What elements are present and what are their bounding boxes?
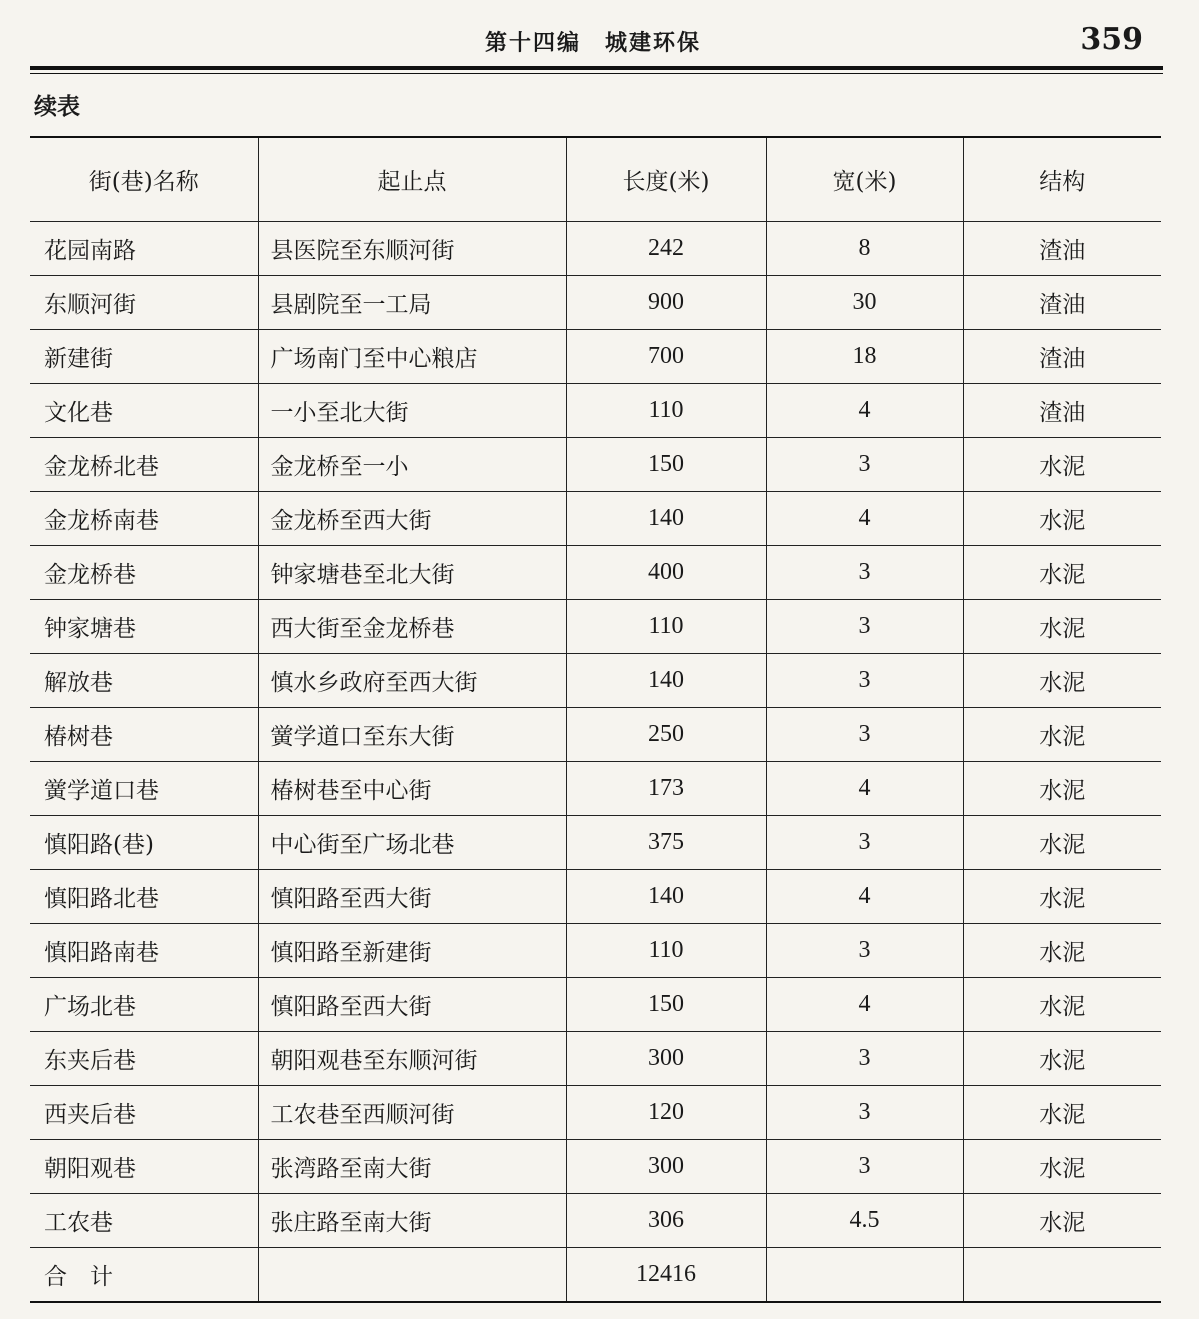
total-width <box>766 1248 963 1303</box>
table-row <box>30 330 1161 384</box>
header-rule-thin <box>30 73 1163 74</box>
cell-material: 渣油 <box>963 330 1161 384</box>
column-header-route: 起止点 <box>258 137 566 222</box>
cell-material: 渣油 <box>963 276 1161 330</box>
cell-length: 110 <box>566 384 766 438</box>
total-row <box>30 1248 1161 1303</box>
cell-width: 3 <box>766 1086 963 1140</box>
cell-length: 300 <box>566 1140 766 1194</box>
cell-name: 慎阳路北巷 <box>30 870 258 924</box>
cell-name: 西夹后巷 <box>30 1086 258 1140</box>
cell-name: 钟家塘巷 <box>30 600 258 654</box>
cell-length: 306 <box>566 1194 766 1248</box>
cell-width: 3 <box>766 1140 963 1194</box>
cell-width: 4 <box>766 978 963 1032</box>
cell-material: 水泥 <box>963 546 1161 600</box>
continuation-label: 续表 <box>34 93 80 120</box>
cell-route: 朝阳观巷至东顺河街 <box>258 1032 566 1086</box>
cell-material: 水泥 <box>963 978 1161 1032</box>
cell-material: 水泥 <box>963 1032 1161 1086</box>
page-header <box>30 22 1165 62</box>
cell-length: 140 <box>566 492 766 546</box>
cell-route: 钟家塘巷至北大街 <box>258 546 566 600</box>
table-row <box>30 762 1161 816</box>
table-row <box>30 600 1161 654</box>
cell-length: 120 <box>566 1086 766 1140</box>
cell-name: 花园南路 <box>30 222 258 276</box>
cell-route: 一小至北大街 <box>258 384 566 438</box>
cell-route: 金龙桥至一小 <box>258 438 566 492</box>
cell-material: 水泥 <box>963 708 1161 762</box>
column-header-width: 宽(米) <box>766 137 963 222</box>
cell-material: 水泥 <box>963 1086 1161 1140</box>
cell-width: 3 <box>766 438 963 492</box>
cell-material: 渣油 <box>963 384 1161 438</box>
cell-length: 150 <box>566 438 766 492</box>
cell-width: 3 <box>766 654 963 708</box>
cell-width: 8 <box>766 222 963 276</box>
cell-width: 30 <box>766 276 963 330</box>
cell-route: 金龙桥至西大街 <box>258 492 566 546</box>
column-header-name: 街(巷)名称 <box>30 137 258 222</box>
cell-width: 3 <box>766 816 963 870</box>
table-row <box>30 384 1161 438</box>
cell-route: 慎阳路至西大街 <box>258 870 566 924</box>
column-header-length: 长度(米) <box>566 137 766 222</box>
cell-width: 3 <box>766 708 963 762</box>
column-header-material: 结构 <box>963 137 1161 222</box>
table-row <box>30 438 1161 492</box>
table-row <box>30 492 1161 546</box>
cell-material: 水泥 <box>963 762 1161 816</box>
total-length: 12416 <box>566 1248 766 1303</box>
cell-width: 4 <box>766 384 963 438</box>
cell-name: 慎阳路(巷) <box>30 816 258 870</box>
cell-name: 广场北巷 <box>30 978 258 1032</box>
cell-material: 水泥 <box>963 816 1161 870</box>
cell-width: 3 <box>766 600 963 654</box>
cell-material: 水泥 <box>963 600 1161 654</box>
cell-route: 慎阳路至西大街 <box>258 978 566 1032</box>
table-row <box>30 816 1161 870</box>
chapter-title: 第十四编 城建环保 <box>485 30 702 56</box>
cell-material: 水泥 <box>963 870 1161 924</box>
cell-route: 西大街至金龙桥巷 <box>258 600 566 654</box>
cell-length: 375 <box>566 816 766 870</box>
cell-name: 慎阳路南巷 <box>30 924 258 978</box>
cell-route: 椿树巷至中心街 <box>258 762 566 816</box>
cell-name: 金龙桥北巷 <box>30 438 258 492</box>
cell-width: 4 <box>766 492 963 546</box>
street-table <box>30 136 1161 1303</box>
cell-width: 4.5 <box>766 1194 963 1248</box>
cell-length: 400 <box>566 546 766 600</box>
cell-name: 解放巷 <box>30 654 258 708</box>
table-row <box>30 546 1161 600</box>
total-route <box>258 1248 566 1303</box>
cell-length: 173 <box>566 762 766 816</box>
cell-name: 文化巷 <box>30 384 258 438</box>
cell-name: 新建街 <box>30 330 258 384</box>
cell-route: 张庄路至南大街 <box>258 1194 566 1248</box>
table-body <box>30 222 1161 1303</box>
cell-name: 金龙桥巷 <box>30 546 258 600</box>
cell-name: 金龙桥南巷 <box>30 492 258 546</box>
table-row <box>30 276 1161 330</box>
table-row <box>30 1194 1161 1248</box>
cell-name: 朝阳观巷 <box>30 1140 258 1194</box>
cell-route: 广场南门至中心粮店 <box>258 330 566 384</box>
table-row <box>30 1086 1161 1140</box>
cell-route: 慎阳路至新建街 <box>258 924 566 978</box>
cell-name: 东夹后巷 <box>30 1032 258 1086</box>
cell-length: 300 <box>566 1032 766 1086</box>
table-row <box>30 924 1161 978</box>
cell-length: 250 <box>566 708 766 762</box>
cell-length: 140 <box>566 870 766 924</box>
cell-length: 110 <box>566 600 766 654</box>
cell-material: 渣油 <box>963 222 1161 276</box>
cell-route: 县剧院至一工局 <box>258 276 566 330</box>
cell-route: 张湾路至南大街 <box>258 1140 566 1194</box>
cell-name: 黉学道口巷 <box>30 762 258 816</box>
table-row <box>30 1140 1161 1194</box>
cell-width: 4 <box>766 762 963 816</box>
cell-length: 700 <box>566 330 766 384</box>
table-row <box>30 708 1161 762</box>
cell-length: 242 <box>566 222 766 276</box>
cell-length: 140 <box>566 654 766 708</box>
table-row <box>30 978 1161 1032</box>
cell-route: 中心街至广场北巷 <box>258 816 566 870</box>
cell-width: 3 <box>766 546 963 600</box>
cell-material: 水泥 <box>963 1194 1161 1248</box>
table-header-row <box>30 137 1161 222</box>
table-row <box>30 222 1161 276</box>
cell-material: 水泥 <box>963 654 1161 708</box>
table-row <box>30 870 1161 924</box>
header-rule <box>30 66 1163 70</box>
cell-length: 150 <box>566 978 766 1032</box>
cell-name: 工农巷 <box>30 1194 258 1248</box>
cell-route: 工农巷至西顺河街 <box>258 1086 566 1140</box>
cell-route: 慎水乡政府至西大街 <box>258 654 566 708</box>
cell-width: 3 <box>766 924 963 978</box>
table-row <box>30 1032 1161 1086</box>
cell-width: 4 <box>766 870 963 924</box>
total-material <box>963 1248 1161 1303</box>
cell-length: 110 <box>566 924 766 978</box>
cell-length: 900 <box>566 276 766 330</box>
cell-material: 水泥 <box>963 492 1161 546</box>
cell-name: 椿树巷 <box>30 708 258 762</box>
cell-material: 水泥 <box>963 1140 1161 1194</box>
cell-name: 东顺河街 <box>30 276 258 330</box>
total-label: 合 计 <box>30 1248 258 1303</box>
table-row <box>30 654 1161 708</box>
page-number: 359 <box>1080 22 1143 57</box>
cell-route: 黉学道口至东大街 <box>258 708 566 762</box>
cell-route: 县医院至东顺河街 <box>258 222 566 276</box>
cell-material: 水泥 <box>963 924 1161 978</box>
cell-width: 18 <box>766 330 963 384</box>
cell-material: 水泥 <box>963 438 1161 492</box>
cell-width: 3 <box>766 1032 963 1086</box>
